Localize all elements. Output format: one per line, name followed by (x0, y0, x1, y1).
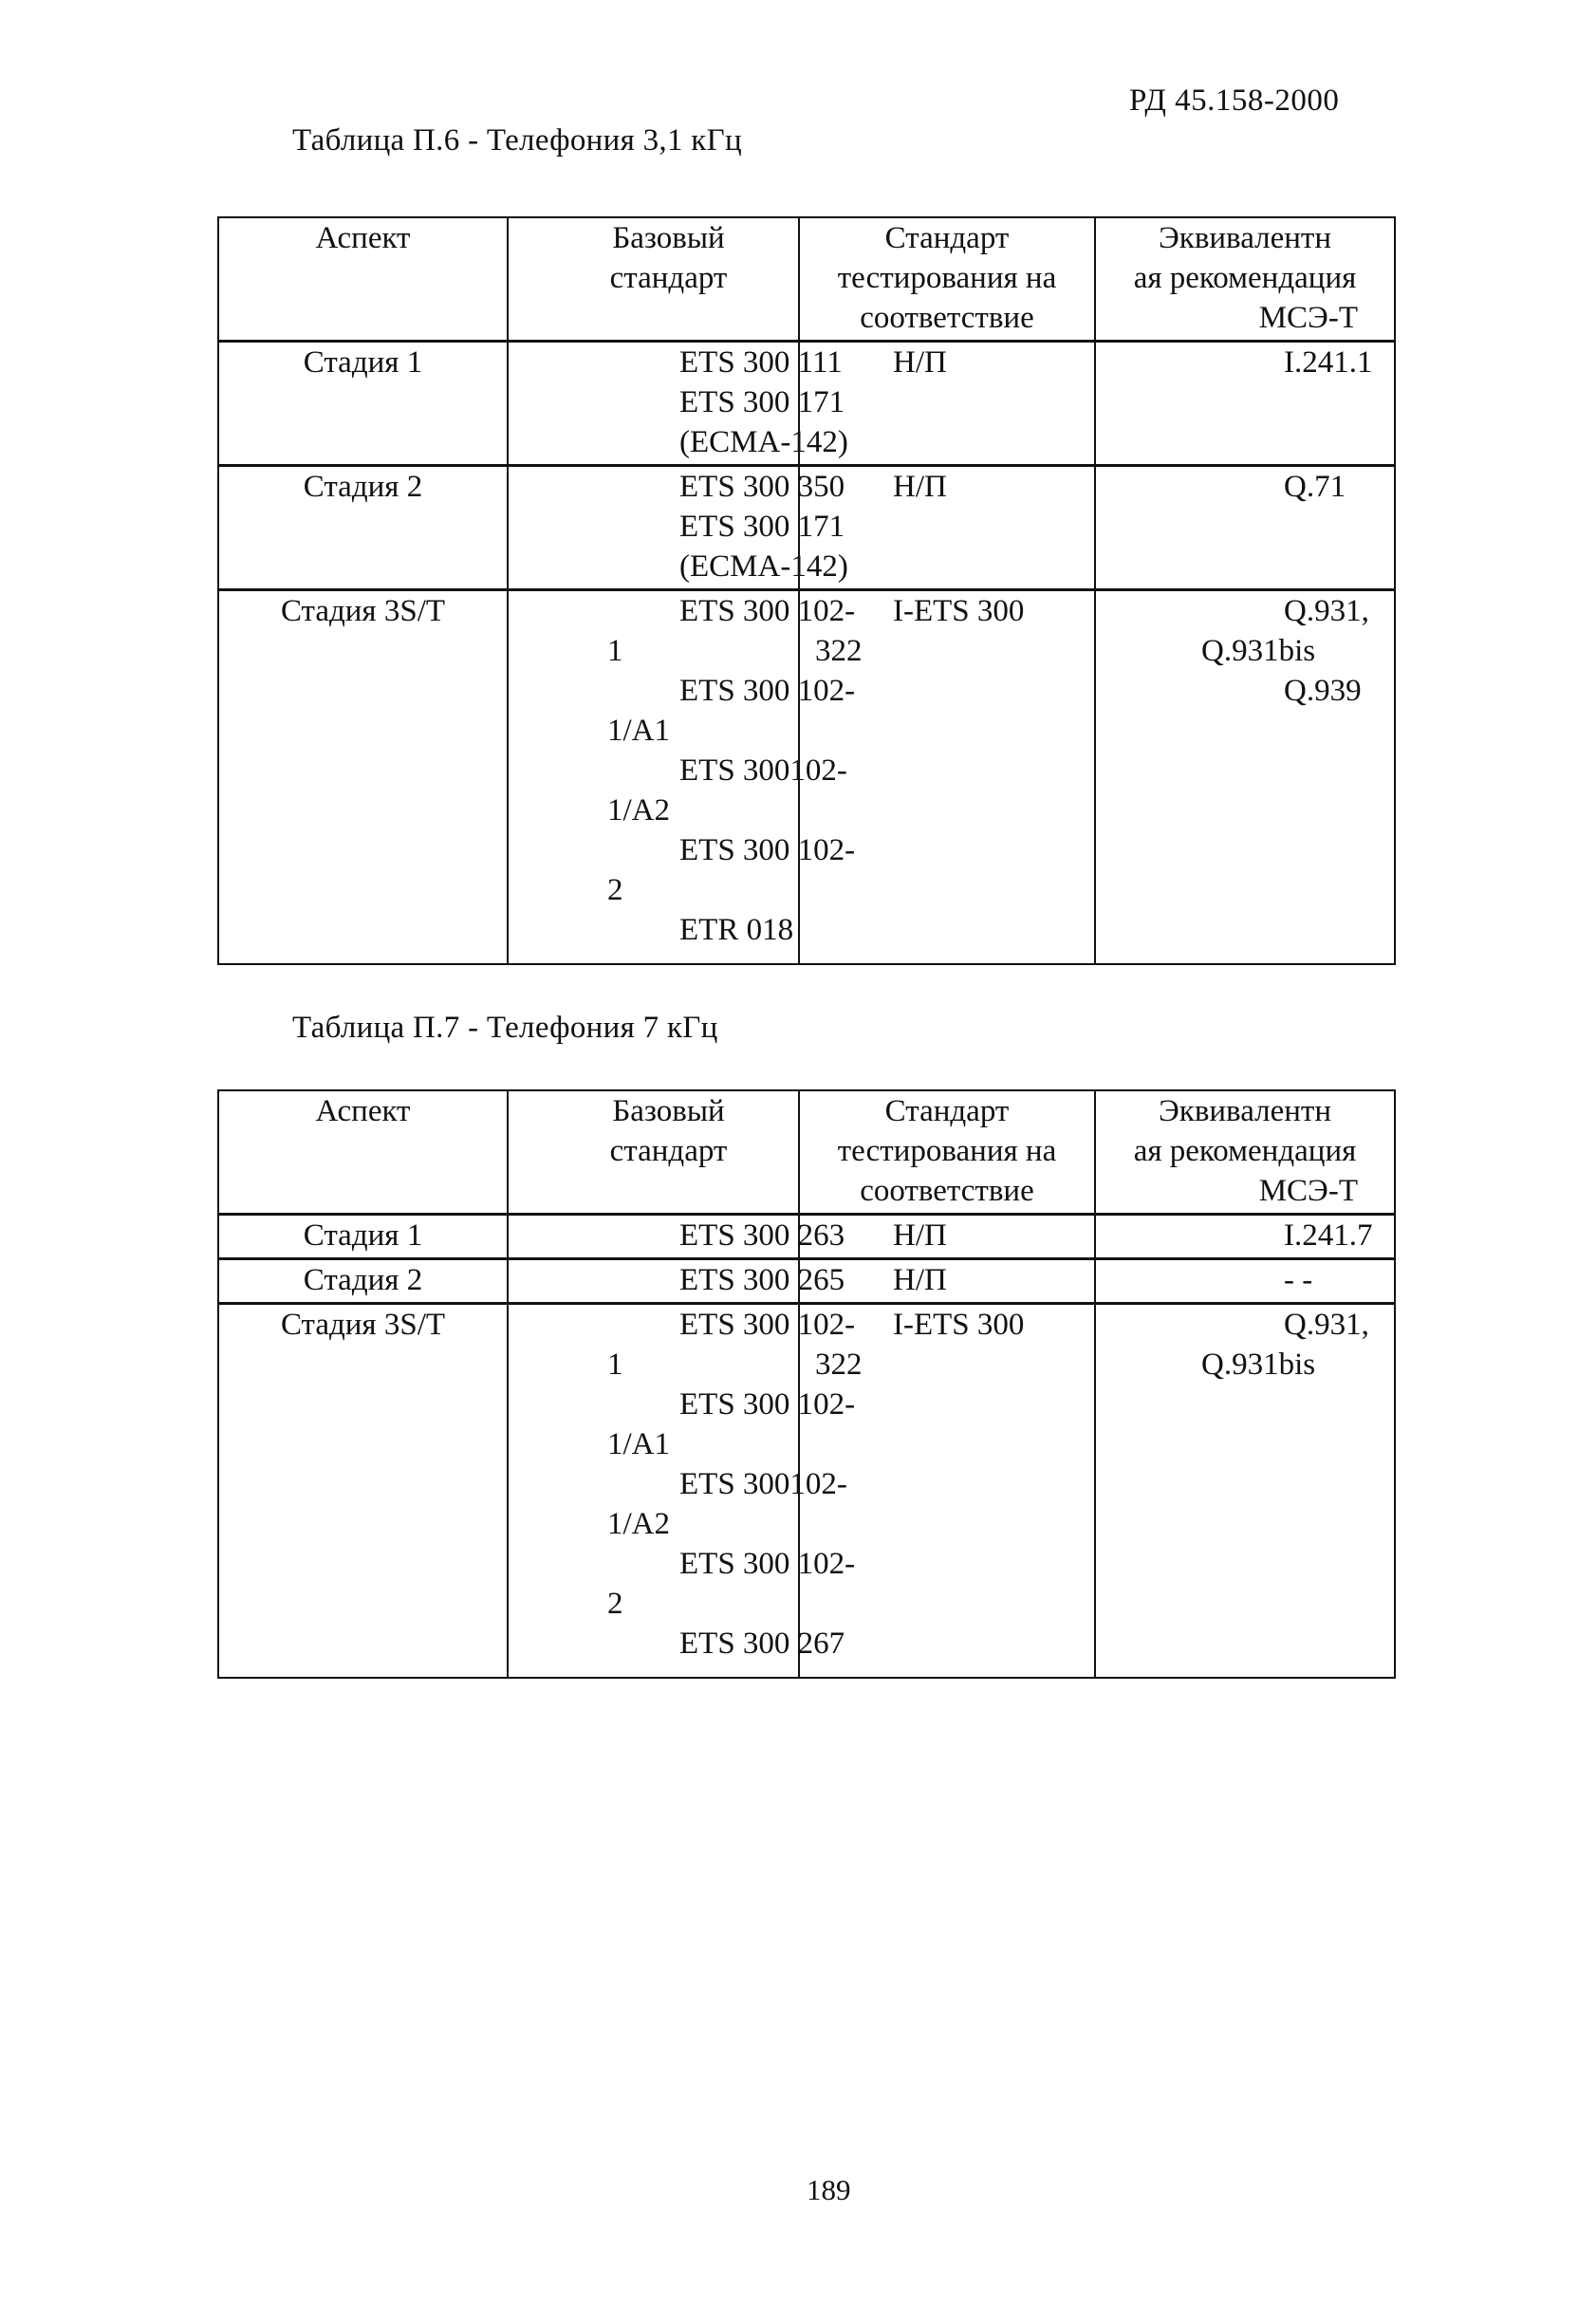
cell-line: 2 (607, 873, 623, 907)
table-row (218, 1259, 1395, 1304)
base-standard-cell (508, 466, 848, 590)
cell-line: I.241.7 (1284, 1218, 1373, 1253)
cell-line: ETS 300 267 (679, 1627, 845, 1661)
aspect-cell: Стадия 3S/T (218, 1304, 508, 1679)
equivalent-recommendation-cell (1095, 466, 1395, 590)
header-line: Стандарт (884, 221, 1010, 255)
aspect-cell: Стадия 1 (218, 342, 508, 466)
header-line: соответствие (860, 301, 1034, 335)
cell-line: (ECMA-142) (679, 425, 848, 459)
cell-line: ETS 300 102- (679, 833, 856, 867)
header-line: Эквивалентн (1159, 221, 1331, 255)
cell-line: I-ETS 300 (893, 1308, 1025, 1342)
cell-line: Q.939 (1284, 674, 1362, 708)
aspect-cell: Стадия 3S/T (218, 590, 508, 965)
cell-line: ETS 300 350 (679, 470, 845, 504)
cell-line: ETS 300 171 (679, 510, 845, 544)
header-line: МСЭ-Т (1258, 301, 1358, 335)
cell-line: Н/П (893, 470, 947, 504)
cell-line: ETS 300 102- (679, 1308, 856, 1342)
cell-line: ETS 300 102- (679, 674, 856, 708)
cell-line: 322 (815, 634, 863, 668)
cell-line: ETS 300 111 (679, 345, 843, 380)
table-row (218, 466, 1395, 590)
equivalent-recommendation-cell (1095, 590, 1395, 965)
header-line: Базовый (612, 1094, 725, 1128)
cell-line: Q.71 (1284, 470, 1346, 504)
cell-line: ETS 300 263 (679, 1218, 845, 1253)
cell-line: Q.931, (1284, 1308, 1369, 1342)
table-6 (217, 216, 1396, 965)
table-6-caption: Таблица П.6 - Телефония 3,1 кГц (292, 123, 742, 158)
cell-line: 1 (607, 1348, 623, 1382)
aspect-cell: Стадия 2 (218, 466, 508, 590)
header-line: стандарт (609, 261, 728, 295)
cell-line: ETS 300102- (679, 1467, 847, 1501)
cell-line: 1/A2 (607, 1507, 670, 1541)
cell-line: I-ETS 300 (893, 594, 1025, 628)
equivalent-recommendation-cell (1095, 342, 1395, 466)
equivalent-recommendation-cell (1095, 1215, 1395, 1259)
table-row (218, 590, 1395, 965)
header-line: стандарт (609, 1134, 728, 1168)
table-row (218, 342, 1395, 466)
column-header-equivalent-recommendation (1095, 1090, 1395, 1215)
equivalent-recommendation-cell (1095, 1259, 1395, 1304)
column-header-test-standard (799, 217, 1095, 342)
cell-line: ETS 300 102- (679, 1387, 856, 1422)
header-line: соответствие (860, 1174, 1034, 1208)
column-header-aspect: Аспект (218, 1090, 508, 1215)
cell-line: 1 (607, 634, 623, 668)
header-line: ая рекомендация (1133, 261, 1357, 295)
cell-line: 322 (815, 1348, 863, 1382)
table-7-caption: Таблица П.7 - Телефония 7 кГц (292, 1011, 718, 1045)
document-code: РД 45.158-2000 (1129, 84, 1340, 118)
table-7-body (218, 1215, 1395, 1679)
cell-line: - - (1284, 1263, 1313, 1297)
header-line: Стандарт (884, 1094, 1010, 1128)
header-line: ая рекомендация (1133, 1134, 1357, 1168)
cell-line: ETR 018 (679, 913, 794, 947)
cell-line: 2 (607, 1587, 623, 1621)
table-header-row (218, 1090, 1395, 1215)
column-header-equivalent-recommendation (1095, 217, 1395, 342)
cell-line: ETS 300 102- (679, 594, 856, 628)
table-7 (217, 1089, 1396, 1679)
cell-line: I.241.1 (1284, 345, 1373, 380)
page-number: 189 (807, 2173, 851, 2206)
header-line: тестирования на (837, 1134, 1057, 1168)
cell-line: (ECMA-142) (679, 549, 848, 584)
column-header-base-standard (508, 217, 799, 342)
column-header-base-standard (508, 1090, 799, 1215)
header-line: МСЭ-Т (1258, 1174, 1358, 1208)
cell-line: ETS 300 265 (679, 1263, 845, 1297)
base-standard-cell (508, 342, 848, 466)
cell-line: Н/П (893, 345, 947, 380)
table-row (218, 1304, 1395, 1679)
cell-line: ETS 300 102- (679, 1547, 856, 1581)
table-row (218, 1215, 1395, 1259)
base-standard-cell (508, 1215, 845, 1259)
cell-line: 1/A1 (607, 1427, 670, 1461)
column-header-aspect: Аспект (218, 217, 508, 342)
cell-line: ETS 300 171 (679, 385, 845, 419)
cell-line: Q.931, (1284, 594, 1369, 628)
equivalent-recommendation-cell (1095, 1304, 1395, 1679)
table-header-row (218, 217, 1395, 342)
cell-line: 1/A1 (607, 714, 670, 748)
base-standard-cell (508, 1259, 845, 1304)
header-line: тестирования на (837, 261, 1057, 295)
cell-line: Q.931bis (1201, 634, 1316, 668)
cell-line: Q.931bis (1201, 1348, 1316, 1382)
table-6-body (218, 342, 1395, 965)
cell-line: ETS 300102- (679, 753, 847, 788)
cell-line: Н/П (893, 1218, 947, 1253)
cell-line: 1/A2 (607, 793, 670, 827)
header-line: Эквивалентн (1159, 1094, 1331, 1128)
aspect-cell: Стадия 1 (218, 1215, 508, 1259)
header-line: Базовый (612, 221, 725, 255)
aspect-cell: Стадия 2 (218, 1259, 508, 1304)
cell-line: Н/П (893, 1263, 947, 1297)
column-header-test-standard (799, 1090, 1095, 1215)
